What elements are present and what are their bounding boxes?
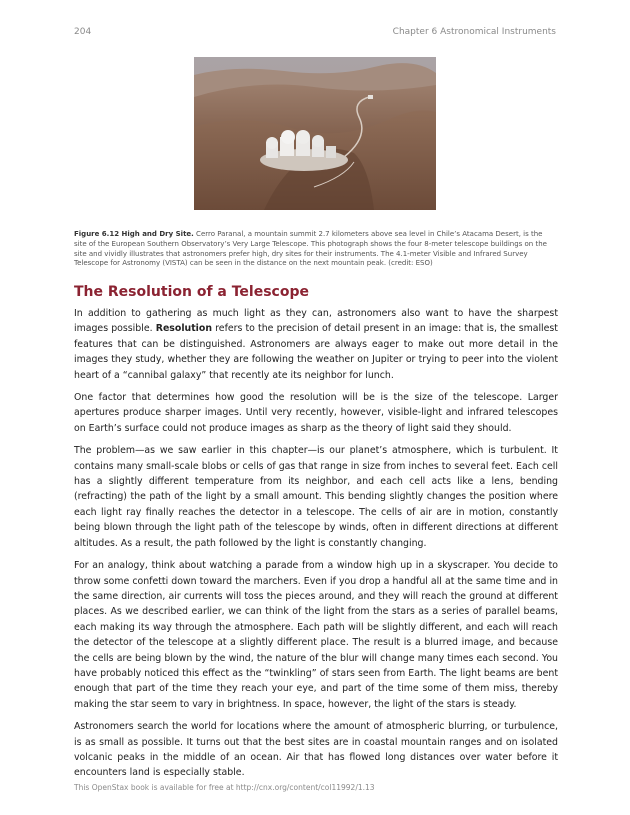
section-heading: The Resolution of a Telescope — [74, 284, 309, 300]
paragraph-1 — [74, 306, 558, 383]
paragraph-1-start: In addition to gathering as much light as they can, astronomers also want to have the sharpest images possible. — [74, 308, 558, 335]
body-text — [74, 306, 558, 788]
paragraph-5: Astronomers search the world for locations where the amount of atmospheric blurring, or turbulence, is as small as possible. It turns out that the best sites are in coastal mountain ranges and on isolated volcanic peaks in the middle of an ocean. Air that has flowed long distances over water before it encounters land is especially stable. — [74, 721, 558, 779]
paragraph-4: For an analogy, think about watching a parade from a window high up in a skyscraper. You decide to throw some confetti down toward the marchers. Even if you drop a handful all at the same time and in the same direction, air currents will toss the pieces around, and they will reach the ground at different places. As we described earlier, we can think of the light from the stars as a series of parallel beams, each making its way through the atmosphere. Each path will be slightly different, and each will reach the detector of the telescope at a slightly different place. The result is a blurred image, and because the cells are being blown by the wind, the nature of the blur will change many times each second. You have probably noticed this effect as the “twinkling” of stars seen from Earth. The light beams are bent enough that part of the time they reach your eye, and part of the time some of them miss, thereby making the star seem to vary in brightness. In space, however, the light of the stars is steady. — [74, 560, 558, 710]
chapter-title: Chapter 6 Astronomical Instruments — [392, 27, 556, 37]
observatory-photo — [194, 57, 436, 210]
figure-caption-text: Cerro Paranal, a mountain summit 2.7 kilometers above sea level in Chile’s Atacama Desert, is the site of the European Southern Observatory’s Very Large Telescope. This photograph shows the four 8-meter telescope buildings on the site and vividly illustrates that astronomers prefer high, dry sites for their instruments. The 4.1-meter Visible and Infrared Survey Telescope for Astronomy (VISTA) can be seen in the distance on the next mountain peak. (credit: ESO) — [74, 230, 547, 268]
page-number: 204 — [74, 27, 92, 37]
figure-label: Figure 6.12 High and Dry Site. — [74, 230, 194, 238]
observatory-photo-illustration — [194, 57, 436, 210]
footer-text: This OpenStax book is available for free at http://cnx.org/content/col11992/1.13 — [74, 783, 375, 792]
figure-caption — [74, 230, 556, 269]
paragraph-2: One factor that determines how good the resolution will be is the size of the telescope. Larger apertures produce sharper images. Until very recently, however, visible-light and infrared telescopes on Earth’s surface could not produce images as sharp as the theory of light said they should. — [74, 392, 558, 434]
key-term-resolution: Resolution — [155, 323, 213, 335]
paragraph-3: The problem—as we saw earlier in this chapter—is our planet’s atmosphere, which is turbulent. It contains many small-scale blobs or cells of gas that range in size from inches to several feet. Each cell has a slightly different temperature from its neighbor, and each cell acts like a lens, bending (refracting) the path of the light by a small amount. This bending slightly changes the position where each light ray finally reaches the detector in a telescope. The cells of air are in motion, constantly being blown through the light path of the telescope by winds, often in different directions at different altitudes. As a result, the path followed by the light is constantly changing. — [74, 445, 558, 549]
paragraph-1-rest: refers to the precision of detail present in an image: that is, the smallest features that can be distinguished. Astronomers are always eager to make out more detail in the images they study, whether they are following the weather on Jupiter or trying to peer into the violent heart of a “cannibal galaxy” that recently ate its neighbor for lunch. — [74, 323, 558, 381]
